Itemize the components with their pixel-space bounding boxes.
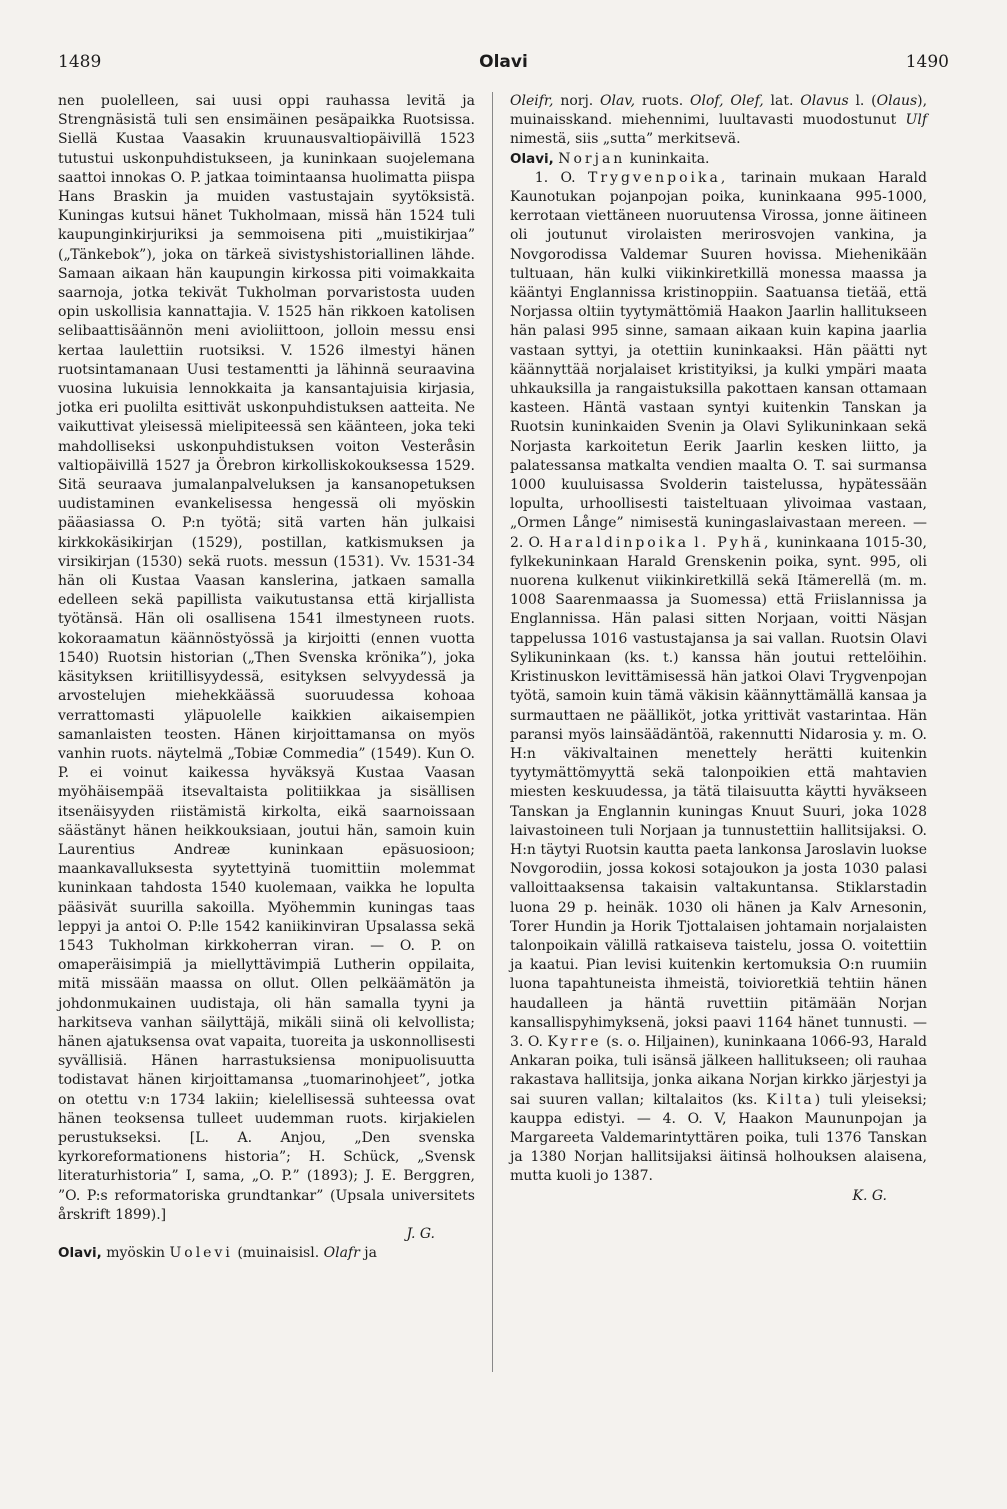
entry-olavi-intro: Olavi, myöskin Uolevi (muinaisisl. Olafr ja <box>58 1245 377 1262</box>
page-header <box>0 52 1007 82</box>
author-signature: J. G. <box>406 1225 435 1242</box>
page-title: Olavi <box>479 52 528 72</box>
left-column <box>58 92 475 1263</box>
entry-olavi-trygvenpoika: 1. O. Trygvenpoika, tarinain mukaan Harald Kaunotukan pojanpojan poika, kuninkaana 995-1000, kerrotaan viettäneen nuoruutensa Virossa, jonne äitineen oli joutunut virolaisten merirosvojen vankina, ja Novgorodissa Valdemar Suuren hovissa. Miehenikään tultuaan, hän kulki viikinkiretkillä monessa maassa ja kääntyi Englannissa kristinoppiin. Saatuansa tietää, että Norjassa oltiin tyytymättömiä Haakon Jaarlin hallitukseen hän palasi 995 sinne, samaan aikaan kuin kapina jaarlia vastaan syttyi, ja otettiin kuninkaaksi. Hän päätti nyt käännyttää norjalaiset kristityiksi, ja kulki ympäri maata uhkauksilla ja rangaistuksilla pakottaen kansan ottamaan kasteen. Häntä vastaan syntyi kuitenkin Tanskan ja Ruotsin kuninkaiden Svenin ja Olavi Sylikuninkaan sekä Norjasta karkoitetun Eerik Jaarlin kesken liitto, ja palatessansa matkalta vendien maalta O. T. sai surmansa 1000 kuuluisassa Svolderin taistelussa, hypätessään lopulta, urhoollisesti taisteltuaan ylivoimaa vastaan, „Ormen Långe” nimisestä kuningaslaivastaan mereen. — 2. O. Haraldinpoika l. Pyhä, kuninkaana 1015-30, fylkekuninkaan Harald Grenskenin poika, synt. 995, oli nuorena kulkenut viikinkiretkillä sekä Itämerellä (m. m. 1008 Saarenmaassa ja Suomessa) että Friislannissa ja Englannissa. Hän palasi sitten Norjaan, voitti Näsjan tappelussa 1016 vastustajansa ja sai vallan. Ruotsin Olavi Sylikuninkaan (ks. t.) kanssa hän joutui rettelöihin. Kristinuskon levittämisessä hän jatkoi Olavi Trygvenpojan työtä, samoin kuin tämä väkisin käännyttämällä kansaa ja surmauttaen ne päälliköt, jotka yrittivät vastarintaa. Hän paransi myös lainsäädäntöä, rakennutti Nidarosia y. m. O. H:n väkivaltainen menettely herätti kuitenkin tyytymättömyyttä sekä talonpoikien että mahtavien miesten keskuudessa, ja tätä tilaisuutta käytti hyväkseen Tanskan ja Englannin kuningas Knuut Suuri, joka 1028 laivastoineen tuli Norjaan ja tunnustettiin hallitsijaksi. O. H:n täytyi Ruotsin kautta paeta lankonsa Jaroslavin luokse Novgorodiin, jossa kokosi sotajoukon ja josta 1030 palasi valloittaaksensa takaisin valtakuntansa. Stiklarstadin luona 29 p. heinäk. 1030 oli hänen ja Kalv Arnesonin, Torer Hundin ja Horik Tjottalaisen johtamain norjalaisten talonpoikain välillä ratkaiseva taistelu, jossa O. voitettiin ja kaatui. Pian levisi kuitenkin kertomuksia O:n ruumiin luona tapahtuneista ihmeistä, toivioretkiä tehtiin hänen haudalleen ja häntä ruvettiin pitämään Norjan kansallispyhimyksenä, joksi paavi 1164 hänet tunnusti. — 3. O. Kyrre (s. o. Hiljainen), kuninkaana 1066-93, Harald Ankaran poika, tuli isänsä jälkeen hallitukseen; oli rauhaa rakastava hallitsija, jonka aikana Norjan kirkko järjestyi ja sai suuren vallan; kiltalaitos (ks. Kilta) tuli yleiseksi; kauppa edistyi. — 4. O. V, Haakon Maununpojan ja Margareeta Valdemarintyttären poika, tuli 1376 Tanskan ja 1380 Norjan hallitsijaksi äitinsä holhouksen alaisena, mutta kuoli jo 1387. <box>510 169 928 1185</box>
entry-olavi-etymology: Oleifr, norj. Olav, ruots. Olof, Olef, lat. Olavus l. (Olaus), muinaisskand. miehennimi, luultavasti muodostunut Ulf nimestä, siis „sutta” merkitsevä. <box>510 93 928 148</box>
author-signature-right: K. G. <box>852 1187 887 1204</box>
right-column <box>510 92 927 1206</box>
column-divider <box>492 92 493 1372</box>
page-number-right: 1490 <box>905 52 949 72</box>
article-olavus-petri-text: nen puolelleen, sai uusi oppi rauhassa levitä ja Strengnäsistä tuli sen ensimäinen pesäpaikka Ruotsissa. Siellä Kustaa Vaasakin kruunausvaltiopäivillä 1523 tutustui uskonpuhdistukseen, ja kuninkaan suojelemana saattoi innokas O. P. jatkaa toimintaansa huolimatta piispa Hans Braskin ja muiden vastustajain syytöksistä. Kuningas kutsui hänet Tukholmaan, missä hän 1524 tuli kaupunginkirjuriksi ja semmoisena piti „muistikirjaa” („Tänkebok”), joka on tärkeä sivistyshistoriallinen lähde. Samaan aikaan hän kaupungin kirkossa piti voimakkaita saarnoja, jotka tekivät Tukholman porvaristosta uuden opin uskollisia kannattajia. V. 1525 hän rikkoen katolisen selibaattisäännön meni avioliittoon, jolloin messu ensi kertaa laulettiin ruotsiksi. V. 1526 ilmestyi hänen ruotsintamanaan Uusi testamentti ja lähinnä seuraavina vuosina lukuisia lennokkaita ja kansantajuisia kirjasia, jotka eri puolilta esittivät uskonpuhdistuksen aatteita. Ne vaikuttivat yleisessä mielipiteessä sen käänteen, joka teki mahdolliseksi uskonpuhdistuksen voiton Vesteråsin valtiopäivillä 1527 ja Örebron kirkolliskokouksessa 1529. Sitä seuraava jumalanpalveluksen ja kansanopetuksen uudistaminen evankelisessa hengessä oli myöskin pääasiassa O. P:n työtä; sitä varten hän julkaisi kirkkokäsikirjan (1529), postillan, katkismuksen ja virsikirjan (1530) sekä ruots. messun (1531). Vv. 1531-34 hän oli Kustaa Vaasan kanslerina, jatkaen samalla edelleen sekä papillista vaikutustansa että kirjallista työtänsä. Hän oli osallisena 1541 ilmestyneen ruots. kokoraamatun käännöstyössä ja kirjoitti (ennen vuotta 1540) Ruotsin historian („Then Svenska krönika”), joka käsityksen kriitillisyydessä, esityksen selvyydessä ja arvostelujen miehekkäässä suoruudessa kohoaa verrattomasti yläpuolelle kaikkien aikaisempien samanlaisten teosten. Hänen kirjoittamansa on myös vanhin ruots. näytelmä „Tobiæ Commedia” (1549). Kun O. P. ei voinut kaikessa hyväksyä Kustaa Vaasan myöhäisempää itsevaltaista politiikkaa ja sisällisen itsenäisyyden riistämistä kirkolta, eikä saarnoissaan säästänyt hänen heikkouksiaan, joutui hän, samoin kuin Laurentius Andreæ kuninkaan epäsuosioon; maankavalluksesta syytettyinä tuomittiin molemmat kuninkaan tahdosta 1540 kuolemaan, vaikka he lopulta pääsivät suurilla sakoilla. Myöhemmin kuningas taas leppyi ja antoi O. P:lle 1542 kaniikinviran Upsalassa sekä 1543 Tukholman kirkkoherran viran. — O. P. on omaperäisimpiä ja miellyttävimpiä Lutherin oppilaita, mitä missään maassa on ollut. Ollen pelkäämätön ja johdonmukainen uudistaja, oli hän samalla tyyni ja harkitseva vanhan säilyttäjä, mikäli siinä oli kelvollista; hänen ajatuksensa ovat vapaita, tuoreita ja uskonnollisesti syvällisiä. Hänen harrastuksiensa monipuolisuutta todistavat hänen kirjoittamansa „tuomarinohjeet”, jotka on otettu v:n 1734 lakiin; kielellisessä suhteessa ovat hänen teoksensa tulleet uudemman ruots. kirjakielen perustukseksi. [L. A. Anjou, „Den svenska kyrkoreformationens historia”; H. Schück, „Svensk literaturhistoria” I, sama, „O. P.” (1893); J. E. Berggren, ”O. P:s reformatoriska grundtankar” (Upsala universitets årskrift 1899).] <box>58 93 475 1223</box>
page-number-left: 1489 <box>58 52 102 72</box>
entry-headword: Olavi, <box>58 1245 102 1262</box>
entry-norway-kings-heading: Olavi, Norjan kuninkaita. <box>510 150 710 167</box>
entry-headword-norway: Olavi, <box>510 150 554 167</box>
